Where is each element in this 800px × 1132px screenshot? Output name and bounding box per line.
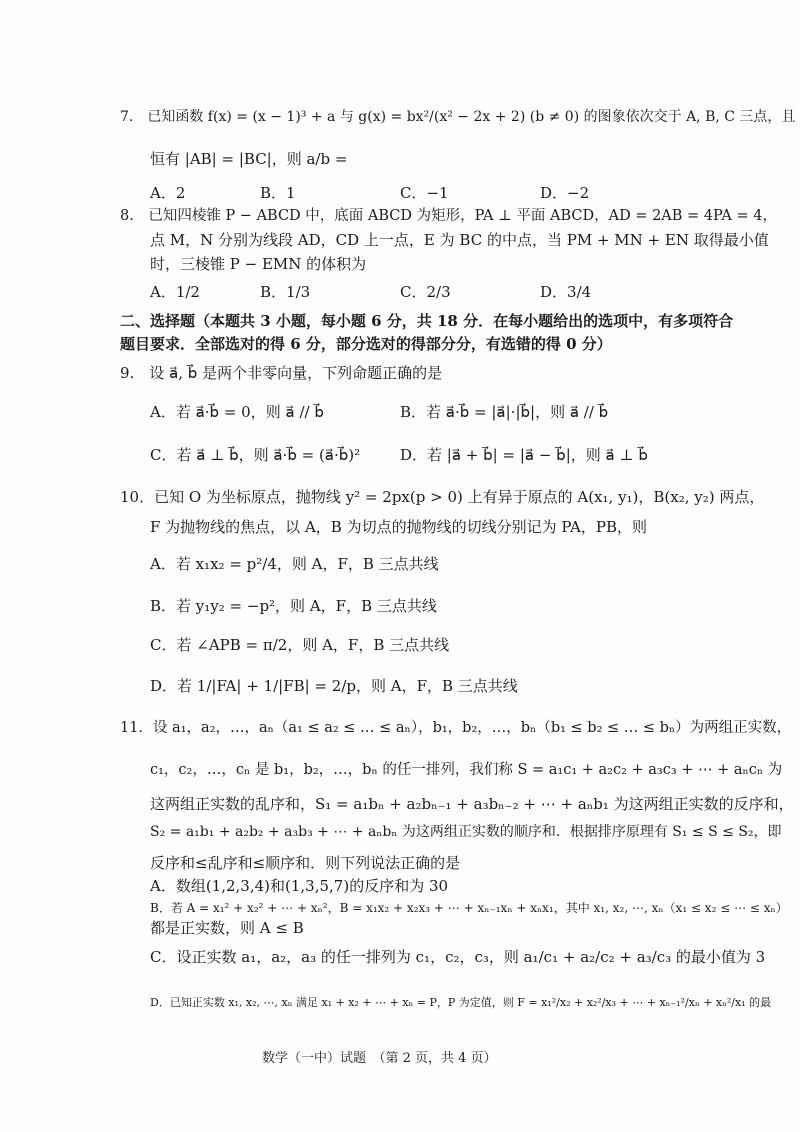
q9-option-b: B．若 a⃗·b⃗ = |a⃗|·|b⃗|，则 a⃗ // b⃗ (400, 403, 609, 421)
q10-line2: F 为抛物线的焦点，以 A，B 为切点的抛物线的切线分别记为 PA，PB，则 (150, 518, 648, 536)
q8-line1: 8. 已知四棱锥 P − ABCD 中，底面 ABCD 为矩形，PA ⊥ 平面 ABCD，AD = 2AB = 4PA = 4， (120, 208, 778, 224)
q11-line1: 11．设 a₁，a₂，…，aₙ（a₁ ≤ a₂ ≤ … ≤ aₙ），b₁，b₂，…，bₙ（b₁ ≤ b₂ ≤ … ≤ bₙ）为两组正实数， (120, 720, 792, 736)
q7-line1: 7. 已知函数 f(x) = (x − 1)³ + a 与 g(x) = bx²/(x² − 2x + 2) (b ≠ 0) 的图象依次交于 A, B, C 三点，且 (120, 109, 796, 125)
q11-option-a: A．数组(1,2,3,4)和(1,3,5,7)的反序和为 30 (150, 877, 449, 895)
q10-option-d: D．若 1/|FA| + 1/|FB| = 2/p，则 A，F，B 三点共线 (150, 677, 518, 695)
q11-line2: c₁，c₂，…，cₙ 是 b₁，b₂，…，bₙ 的任一排列，我们称 S = a₁c₁ + a₂c₂ + a₃c₃ + ⋯ + aₙcₙ 为 (150, 762, 783, 778)
section2-heading-line2: 题目要求．全部选对的得 6 分，部分选对的得部分分，有选错的得 0 分） (120, 335, 612, 353)
q10-option-c: C．若 ∠APB = π/2，则 A，F，B 三点共线 (150, 636, 450, 654)
q9-option-d: D．若 |a⃗ + b⃗| = |a⃗ − b⃗|，则 a⃗ ⊥ b⃗ (400, 446, 648, 464)
page-footer: 数学（一中）试题 （第 2 页，共 4 页） (262, 1051, 497, 1066)
q8-line2: 点 M，N 分别为线段 AD，CD 上一点，E 为 BC 的中点，当 PM + MN + EN 取得最小值 (150, 231, 769, 249)
q10-option-a: A．若 x₁x₂ = p²/4，则 A，F，B 三点共线 (150, 555, 439, 573)
q9-option-c: C．若 a⃗ ⊥ b⃗，则 a⃗·b⃗ = (a⃗·b⃗)² (150, 446, 361, 464)
q8-option-c: C．2/3 (400, 283, 451, 301)
q7-option-c: C．−1 (400, 184, 449, 202)
q11-line4: S₂ = a₁b₁ + a₂b₂ + a₃b₃ + ⋯ + aₙbₙ 为这两组正实数的顺序和．根据排序原理有 S₁ ≤ S ≤ S₂，即 (150, 824, 782, 840)
q11-option-b-line1: B．若 A = x₁² + x₂² + ⋯ + xₙ²，B = x₁x₂ + x₂x₃ + ⋯ + xₙ₋₁xₙ + xₙx₁，其中 x₁, x₂, ⋯, xₙ（x₁ ≤ x₂ ≤ ⋯ ≤ xₙ） (150, 901, 788, 915)
q7-line2: 恒有 |AB| = |BC|，则 a/b = (150, 150, 348, 168)
q8-line3: 时，三棱锥 P − EMN 的体积为 (150, 255, 367, 273)
q7-option-d: D．−2 (540, 184, 590, 202)
q10-line1: 10．已知 O 为坐标原点，抛物线 y² = 2px(p > 0) 上有异于原点的 A(x₁, y₁)，B(x₂, y₂) 两点， (120, 488, 765, 506)
q8-option-d: D．3/4 (540, 283, 592, 301)
q8-option-b: B．1/3 (260, 283, 311, 301)
q7-option-b: B．1 (260, 184, 296, 202)
section2-heading-line1: 二、选择题（本题共 3 小题，每小题 6 分，共 18 分．在每小题给出的选项中，有多项符合 (120, 312, 734, 330)
q9-option-a: A．若 a⃗·b⃗ = 0，则 a⃗ // b⃗ (150, 403, 324, 421)
q11-line3: 这两组正实数的乱序和，S₁ = a₁bₙ + a₂bₙ₋₁ + a₃bₙ₋₂ + ⋯ + aₙb₁ 为这两组正实数的反序和， (150, 795, 794, 813)
q9-stem: 9. 设 a⃗, b⃗ 是两个非零向量，下列命题正确的是 (120, 364, 443, 382)
q7-option-a: A．2 (150, 184, 186, 202)
q11-option-d: D．已知正实数 x₁, x₂, ⋯, xₙ 满足 x₁ + x₂ + ⋯ + xₙ = P，P 为定值，则 F = x₁²/x₂ + x₂²/x₃ + ⋯ + xₙ₋₁²/xₙ + xₙ²/x₁ 的最 (150, 996, 772, 1009)
q10-option-b: B．若 y₁y₂ = −p²，则 A，F，B 三点共线 (150, 597, 437, 615)
q11-option-c: C．设正实数 a₁，a₂，a₃ 的任一排列为 c₁，c₂，c₃，则 a₁/c₁ + a₂/c₂ + a₃/c₃ 的最小值为 3 (150, 948, 766, 966)
q11-line5: 反序和≤乱序和≤顺序和．则下列说法正确的是 (150, 854, 461, 872)
q11-option-b-line2: 都是正实数，则 A ≤ B (150, 919, 304, 937)
q8-option-a: A．1/2 (150, 283, 200, 301)
